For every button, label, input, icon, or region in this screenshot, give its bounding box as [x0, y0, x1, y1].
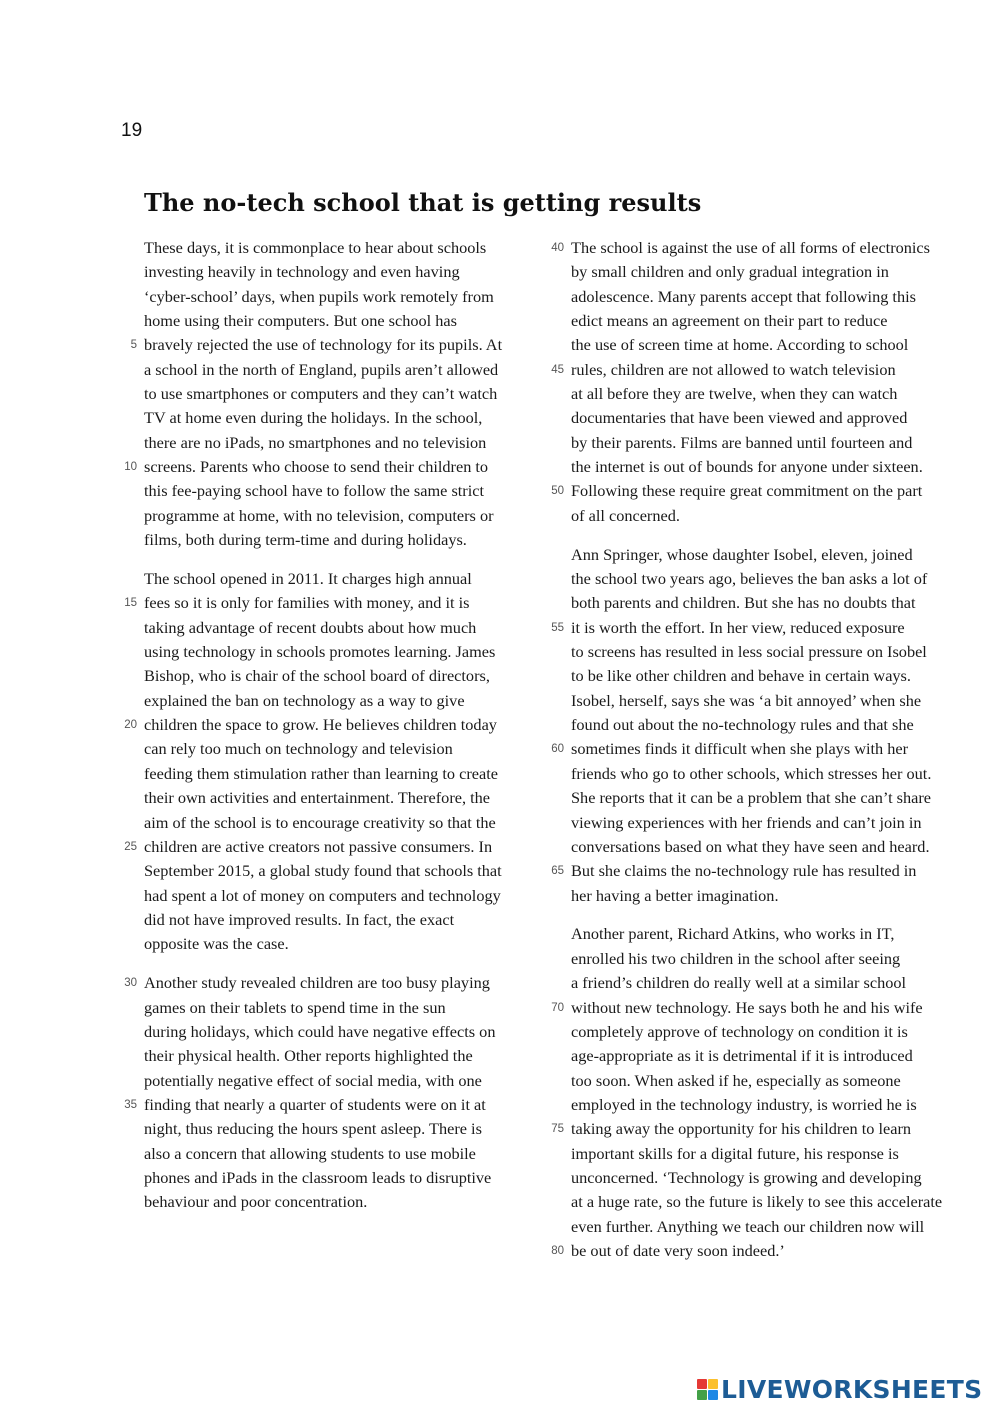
paragraph-gap	[571, 908, 981, 923]
text-line	[144, 640, 554, 664]
text-line	[551, 1117, 981, 1141]
line-text: using technology in schools promotes learning. James	[144, 642, 496, 662]
line-text: feeding them stimulation rather than learning to create	[144, 763, 498, 783]
line-number: 40	[551, 242, 564, 254]
text-line	[144, 382, 554, 406]
text-line	[551, 616, 981, 640]
line-text: explained the ban on technology as a way to give	[144, 690, 465, 710]
page-number: 19	[121, 120, 143, 141]
line-text: night, thus reducing the hours spent asleep. There is	[144, 1119, 482, 1139]
line-text: conversations based on what they have seen and heard.	[571, 836, 930, 856]
text-line	[571, 309, 981, 333]
line-text: completely approve of technology on condition it is	[571, 1021, 908, 1041]
line-text: These days, it is commonplace to hear about schools	[144, 238, 487, 257]
text-line	[124, 1093, 554, 1117]
line-number: 35	[124, 1098, 137, 1111]
text-line	[571, 811, 981, 835]
line-text: aim of the school is to encourage creativity so that the	[144, 812, 496, 832]
line-text: games on their tablets to spend time in the sun	[144, 997, 446, 1017]
line-text: bravely rejected the use of technology for its pupils. At	[144, 335, 503, 355]
text-line	[571, 382, 981, 406]
text-line	[124, 455, 554, 479]
text-line	[130, 333, 554, 357]
text-line	[144, 479, 554, 503]
line-text: age-appropriate as it is detrimental if it is introduced	[571, 1046, 913, 1066]
text-line	[571, 333, 981, 357]
text-line	[571, 543, 981, 567]
line-text: the use of screen time at home. According to school	[571, 335, 909, 355]
line-number: 50	[551, 485, 564, 498]
text-line	[571, 664, 981, 688]
text-line	[144, 1044, 554, 1068]
line-number: 45	[551, 363, 564, 376]
text-line	[571, 971, 981, 995]
liveworksheets-logo-icon	[697, 1379, 718, 1400]
line-text: enrolled his two children in the school after seeing	[571, 948, 901, 968]
text-line	[551, 1239, 981, 1263]
text-line	[571, 1020, 981, 1044]
text-line	[144, 1190, 554, 1214]
line-text: home using their computers. But one school has	[144, 311, 457, 331]
logo-square	[708, 1390, 718, 1400]
text-line	[571, 455, 981, 479]
line-text: this fee-paying school have to follow the same strict	[144, 481, 485, 501]
line-text: viewing experiences with her friends and can’t join in	[571, 812, 922, 832]
text-line	[571, 922, 981, 946]
line-text: children the space to grow. He believes children today	[144, 715, 497, 735]
text-line	[144, 504, 554, 528]
line-text: by their parents. Films are banned until fourteen and	[571, 432, 913, 452]
line-number: 15	[124, 597, 137, 610]
text-line	[571, 591, 981, 615]
line-text: also a concern that allowing students to use mobile	[144, 1143, 476, 1163]
text-line	[144, 689, 554, 713]
left-column	[124, 236, 554, 1215]
text-line	[571, 567, 981, 591]
line-text: even further. Anything we teach our children now will	[571, 1216, 925, 1236]
line-text: edict means an agreement on their part to reduce	[571, 311, 888, 331]
text-line	[144, 932, 554, 956]
line-text: a friend’s children do really well at a similar school	[571, 973, 907, 993]
line-text: Another parent, Richard Atkins, who works in IT,	[571, 924, 895, 944]
line-text: Another study revealed children are too busy playing	[144, 973, 490, 993]
line-text: adolescence. Many parents accept that following this	[571, 286, 916, 306]
text-line	[144, 1166, 554, 1190]
text-line	[571, 884, 981, 908]
line-text: programme at home, with no television, computers or	[144, 505, 494, 525]
line-number: 70	[551, 1001, 564, 1014]
text-line	[144, 884, 554, 908]
line-text: sometimes finds it difficult when she plays with her	[571, 739, 909, 759]
text-line	[124, 971, 554, 995]
line-text: Following these require great commitment on the part	[571, 481, 923, 501]
line-number: 60	[551, 743, 564, 756]
right-column	[551, 236, 981, 1263]
text-line	[551, 996, 981, 1020]
text-line	[144, 567, 554, 591]
text-line	[551, 737, 981, 761]
text-line	[144, 1142, 554, 1166]
line-text: to screens has resulted in less social pressure on Isobel	[571, 642, 927, 662]
line-text: children are active creators not passive consumers. In	[144, 836, 493, 856]
paragraph-gap	[144, 552, 554, 567]
paragraph-gap	[144, 957, 554, 972]
line-text: Ann Springer, whose daughter Isobel, eleven, joined	[571, 544, 913, 564]
text-line	[144, 309, 554, 333]
text-line	[144, 996, 554, 1020]
line-text: finding that nearly a quarter of students were on it at	[144, 1094, 486, 1114]
text-line	[571, 640, 981, 664]
text-line	[571, 1142, 981, 1166]
line-text: their physical health. Other reports highlighted the	[144, 1046, 473, 1066]
line-text: too soon. When asked if he, especially as someone	[571, 1070, 901, 1090]
text-line	[571, 786, 981, 810]
line-text: fees so it is only for families with money, and it is	[144, 593, 470, 613]
text-line	[144, 431, 554, 455]
line-text: did not have improved results. In fact, the exact	[144, 909, 455, 929]
logo-square	[697, 1379, 707, 1389]
text-line	[571, 1190, 981, 1214]
text-line	[571, 947, 981, 971]
line-text: Isobel, herself, says she was ‘a bit annoyed’ when she	[571, 690, 922, 710]
line-text: the internet is out of bounds for anyone under sixteen.	[571, 457, 923, 477]
line-text: can rely too much on technology and television	[144, 739, 453, 759]
line-number: 75	[551, 1123, 564, 1136]
line-text: films, both during term-time and during holidays.	[144, 530, 467, 550]
article-title: The no-tech school that is getting results	[144, 188, 702, 217]
text-line	[144, 406, 554, 430]
text-line	[144, 260, 554, 284]
line-text: The school opened in 2011. It charges high annual	[144, 569, 472, 589]
text-line	[551, 859, 981, 883]
text-line	[144, 737, 554, 761]
text-line	[571, 713, 981, 737]
text-line	[144, 1117, 554, 1141]
line-text: during holidays, which could have negative effects on	[144, 1021, 496, 1041]
text-line	[144, 908, 554, 932]
line-number: 65	[551, 865, 564, 878]
line-text: there are no iPads, no smartphones and no television	[144, 432, 487, 452]
line-text: screens. Parents who choose to send their children to	[144, 457, 489, 477]
liveworksheets-logo[interactable]	[697, 1377, 982, 1402]
line-text: important skills for a digital future, his response is	[571, 1143, 899, 1163]
line-text: the school two years ago, believes the ban asks a lot of	[571, 569, 928, 589]
text-line	[124, 713, 554, 737]
text-line	[144, 664, 554, 688]
text-line	[144, 236, 554, 260]
text-line	[124, 835, 554, 859]
line-text: opposite was the case.	[144, 934, 289, 954]
line-number: 5	[130, 339, 137, 352]
line-text: her having a better imagination.	[571, 885, 779, 905]
line-text: taking away the opportunity for his children to learn	[571, 1119, 912, 1139]
line-text: unconcerned. ‘Technology is growing and developing	[571, 1167, 922, 1187]
text-line	[571, 1166, 981, 1190]
text-line	[144, 528, 554, 552]
line-number: 10	[124, 461, 137, 474]
line-text: rules, children are not allowed to watch television	[571, 359, 896, 379]
line-text: taking advantage of recent doubts about how much	[144, 617, 477, 637]
paragraph	[551, 922, 981, 1263]
text-line	[571, 762, 981, 786]
text-line	[144, 1069, 554, 1093]
line-text: Bishop, who is chair of the school board of directors,	[144, 666, 490, 686]
line-text: investing heavily in technology and even having	[144, 262, 460, 282]
line-text: at all before they are twelve, when they can watch	[571, 384, 898, 404]
line-text: potentially negative effect of social media, with one	[144, 1070, 482, 1090]
line-text: But she claims the no-technology rule has resulted in	[571, 861, 917, 881]
text-line	[571, 260, 981, 284]
text-line	[124, 591, 554, 615]
line-number: 25	[124, 840, 137, 853]
text-line	[571, 1044, 981, 1068]
line-text: friends who go to other schools, which stresses her out.	[571, 763, 932, 783]
text-line	[551, 236, 981, 260]
text-line	[144, 762, 554, 786]
text-line	[144, 1020, 554, 1044]
line-text: TV at home even during the holidays. In the school,	[144, 408, 483, 428]
line-text: phones and iPads in the classroom leads to disruptive	[144, 1167, 492, 1187]
line-text: behaviour and poor concentration.	[144, 1192, 368, 1212]
logo-square	[697, 1390, 707, 1400]
line-text: ‘cyber-school’ days, when pupils work remotely from	[144, 286, 494, 306]
text-line	[144, 786, 554, 810]
line-text: September 2015, a global study found that schools that	[144, 861, 502, 881]
line-text: without new technology. He says both he and his wife	[571, 997, 923, 1017]
line-text: had spent a lot of money on computers and technology	[144, 885, 501, 905]
text-line	[571, 835, 981, 859]
line-number: 55	[551, 621, 564, 634]
line-text: employed in the technology industry, is worried he is	[571, 1094, 917, 1114]
text-line	[571, 406, 981, 430]
line-text: by small children and only gradual integration in	[571, 262, 889, 282]
line-text: both parents and children. But she has no doubts that	[571, 593, 916, 613]
line-text: found out about the no-technology rules and that she	[571, 715, 914, 735]
text-line	[144, 358, 554, 382]
line-number: 20	[124, 719, 137, 732]
text-line	[571, 504, 981, 528]
paragraph	[551, 543, 981, 908]
text-line	[571, 1215, 981, 1239]
text-line	[144, 616, 554, 640]
line-text: their own activities and entertainment. Therefore, the	[144, 788, 490, 808]
line-text: The school is against the use of all forms of electronics	[571, 238, 930, 257]
line-text: documentaries that have been viewed and approved	[571, 408, 908, 428]
line-number: 80	[551, 1244, 564, 1257]
line-text: to be like other children and behave in certain ways.	[571, 666, 911, 686]
text-line	[571, 431, 981, 455]
text-line	[144, 811, 554, 835]
line-text: a school in the north of England, pupils aren’t allowed	[144, 359, 499, 379]
paragraph	[124, 567, 554, 957]
text-line	[551, 358, 981, 382]
line-text: it is worth the effort. In her view, reduced exposure	[571, 617, 905, 637]
paragraph-gap	[571, 528, 981, 543]
line-text: of all concerned.	[571, 505, 680, 525]
text-line	[144, 285, 554, 309]
line-text: to use smartphones or computers and they can’t watch	[144, 384, 498, 404]
text-line	[571, 1069, 981, 1093]
logo-square	[708, 1379, 718, 1389]
line-number: 30	[124, 977, 137, 990]
line-text: She reports that it can be a problem that she can’t share	[571, 788, 932, 808]
text-line	[144, 859, 554, 883]
line-text: be out of date very soon indeed.’	[571, 1240, 785, 1260]
text-line	[571, 689, 981, 713]
line-text: at a huge rate, so the future is likely to see this accelerate	[571, 1192, 943, 1212]
text-line	[571, 1093, 981, 1117]
paragraph	[551, 236, 981, 528]
text-line	[551, 479, 981, 503]
logo-text: LIVEWORKSHEETS	[721, 1375, 983, 1404]
paragraph	[124, 236, 554, 552]
paragraph	[124, 971, 554, 1214]
text-line	[571, 285, 981, 309]
